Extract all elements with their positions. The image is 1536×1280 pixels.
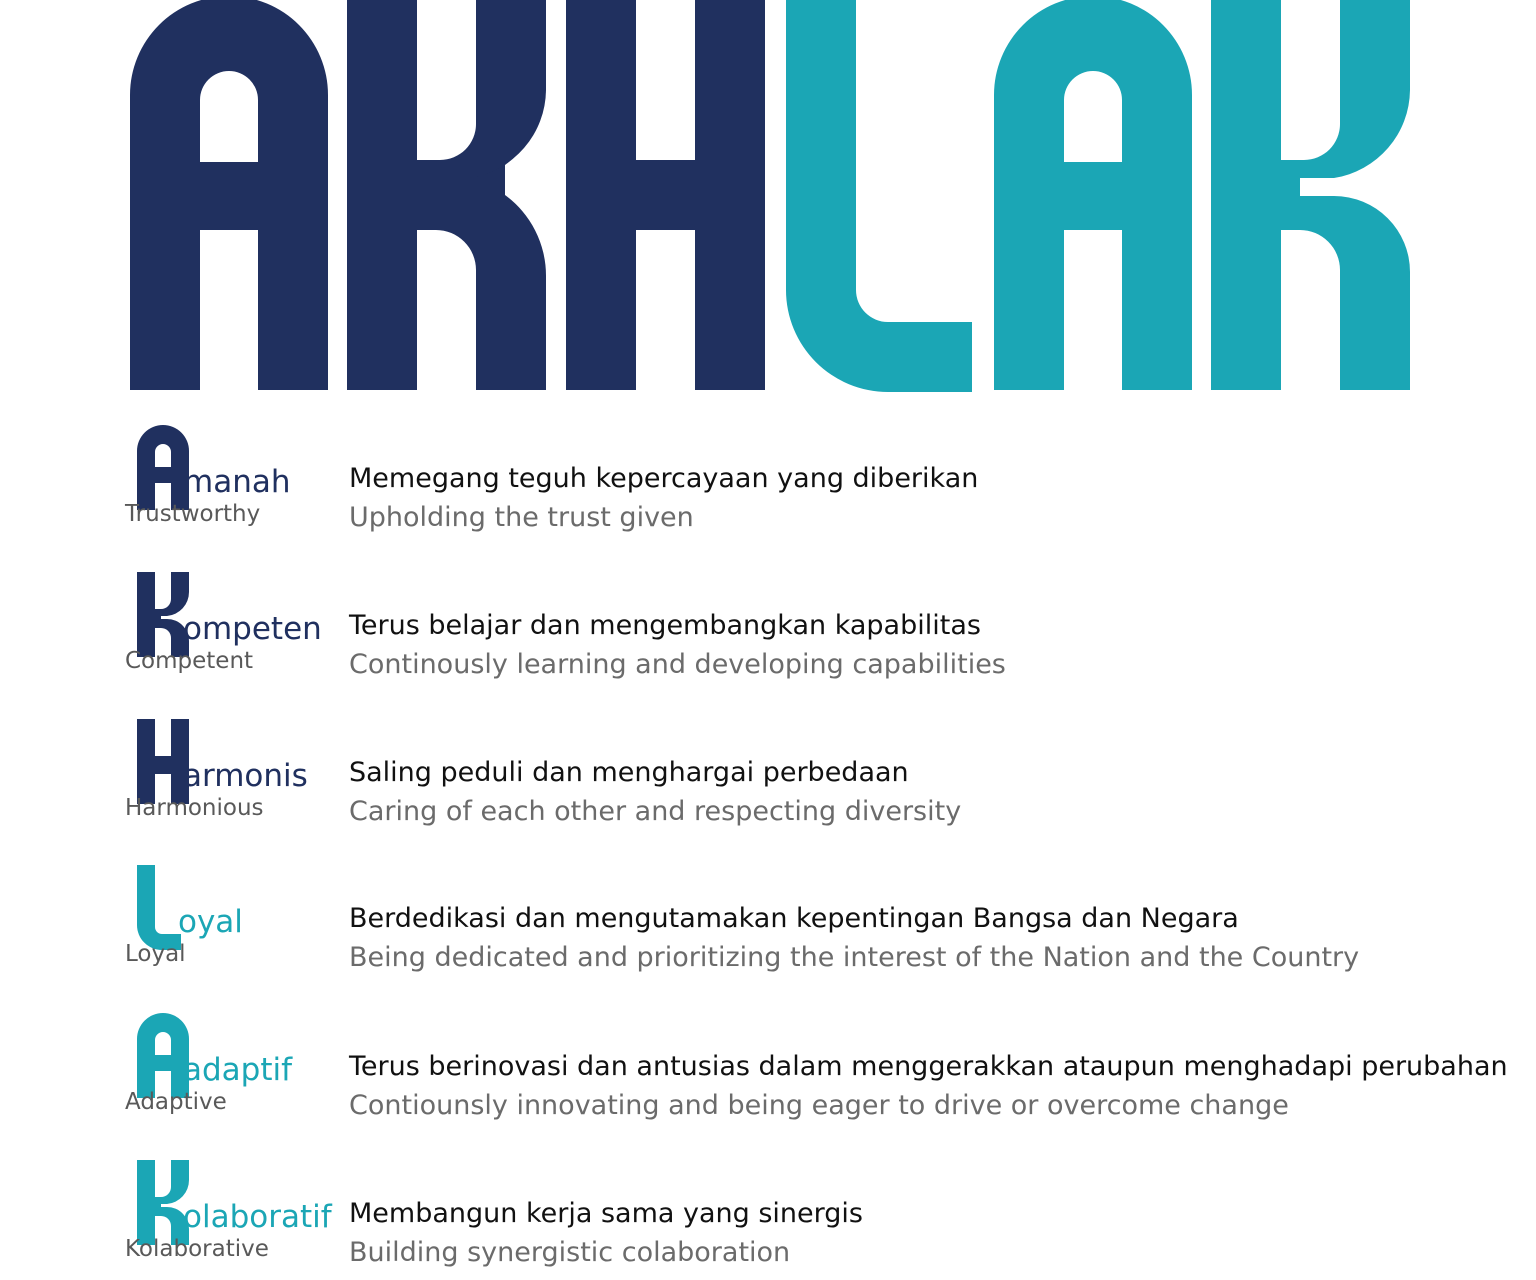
value-description-en: Building synergistic colaboration (349, 1237, 791, 1268)
logo-letter-k-arm (417, 0, 546, 178)
value-row (0, 572, 1536, 702)
value-description-id: Terus berinovasi dan antusias dalam menggerakkan ataupun menghadapi perubahan (349, 1051, 1508, 1082)
value-row (0, 1013, 1536, 1143)
value-row (0, 1160, 1536, 1280)
value-description-id: Saling peduli dan menghargai perbedaan (349, 757, 909, 788)
value-description-id: Membangun kerja sama yang sinergis (349, 1198, 863, 1229)
logo-letter-k2 (1211, 0, 1300, 390)
logo-letter-k2-arm-lower (1281, 196, 1410, 390)
value-english: Competent (125, 648, 254, 674)
value-english: Adaptive (125, 1089, 227, 1115)
value-description-en: Being dedicated and prioritizing the interest of the Nation and the Country (349, 942, 1360, 973)
value-description-en: Upholding the trust given (349, 502, 694, 533)
value-description-en: Contiounsly innovating and being eager to drive or overcome change (349, 1090, 1289, 1121)
value-description-id: Terus belajar dan mengembangkan kapabilitas (349, 610, 981, 641)
akhlak-logo (0, 0, 1536, 400)
value-description-en: Continously learning and developing capabilities (349, 649, 1006, 680)
value-word: armonis (183, 758, 308, 794)
value-description-id: Memegang teguh kepercayaan yang diberikan (349, 463, 979, 494)
value-description-id: Berdedikasi dan mengutamakan kepentingan Bangsa dan Negara (349, 903, 1239, 934)
value-word: manah (183, 464, 291, 500)
value-word: adaptif (183, 1052, 293, 1088)
value-word: ompeten (183, 611, 322, 647)
logo-letter-a2 (994, 0, 1192, 390)
value-english: Loyal (125, 941, 186, 967)
logo-letter-k2-arm-upper (1281, 0, 1410, 178)
value-english: Kolaborative (125, 1236, 269, 1262)
logo-letter-a (130, 0, 328, 390)
value-row (0, 865, 1536, 995)
value-word: oyal (178, 904, 243, 940)
value-english: Trustworthy (125, 501, 261, 527)
value-english: Harmonious (125, 795, 264, 821)
value-row (0, 719, 1536, 849)
value-description-en: Caring of each other and respecting diversity (349, 796, 962, 827)
logo-letter-l (786, 0, 972, 392)
value-row (0, 425, 1536, 555)
value-word: olaboratif (183, 1199, 332, 1235)
logo-letter-h (566, 0, 765, 390)
